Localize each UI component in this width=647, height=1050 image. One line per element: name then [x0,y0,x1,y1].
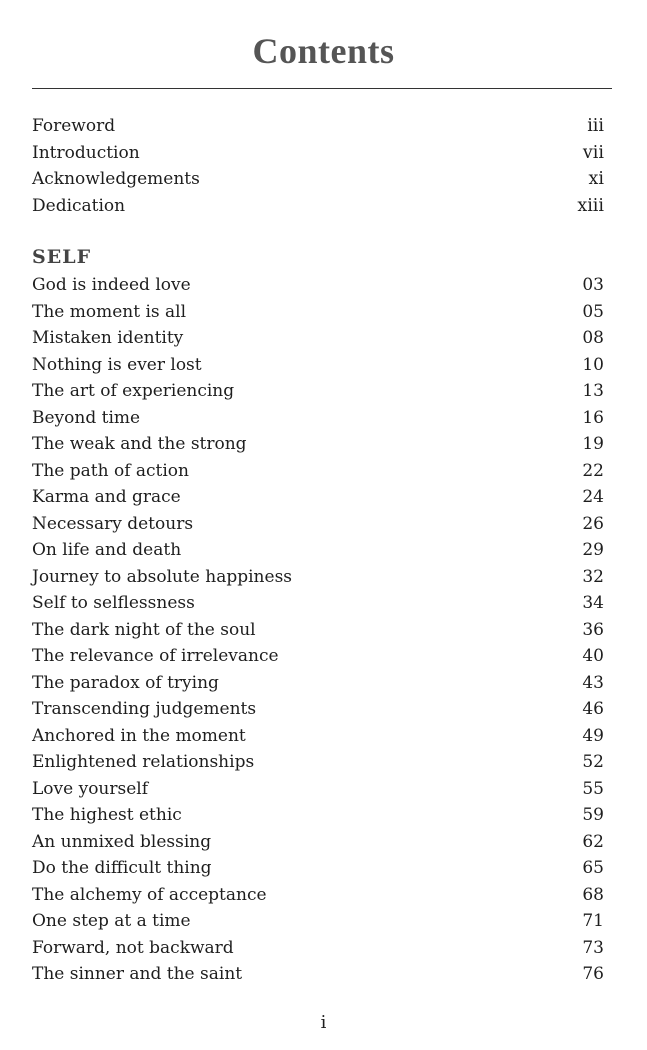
entry-page-number: 43 [582,672,604,693]
entry-title: The moment is all [32,301,187,322]
entry-title: One step at a time [32,911,191,931]
entry-title: Love yourself [32,778,149,799]
toc-entry [32,829,604,855]
section-heading: SELF [32,246,92,268]
entry-title: Karma and grace [32,487,181,507]
toc-entry [32,511,604,537]
entry-page-number: 68 [582,884,604,905]
toc-entry [32,802,604,828]
entry-page-number: 08 [582,328,604,348]
entry-title: Forward, not backward [32,937,234,958]
page-title: Contents [252,31,395,71]
entry-page-number: 13 [582,381,604,401]
toc-entry [32,564,604,590]
toc-entry [32,776,604,802]
entry-page-number: 36 [582,619,604,640]
toc-entry [32,272,604,298]
entry-title: Beyond time [32,407,141,428]
toc-entry [32,325,604,351]
entry-page-number: 73 [582,937,604,958]
toc-entry [32,352,604,378]
entry-title: The sinner and the saint [32,964,243,984]
entry-page-number: 65 [582,858,604,878]
entry-page-number: 19 [582,434,604,454]
entry-page-number: vii [582,142,604,163]
entry-page-number: 22 [582,460,604,481]
toc-entry [32,484,604,510]
entry-title: The art of experiencing [32,381,235,401]
entry-title: Necessary detours [32,513,194,534]
page-folio: i [320,1012,327,1033]
toc-entry [32,908,604,934]
entry-title: Enlightened relationships [32,752,255,772]
toc-entry [32,378,604,404]
entry-page-number: 46 [582,699,604,719]
entry-page-number: iii [587,116,604,136]
entry-title: Acknowledgements [32,169,200,189]
entry-page-number: 32 [582,566,604,587]
entry-page-number: 05 [582,301,604,322]
toc-entry [32,431,604,457]
entry-title: On life and death [32,540,182,560]
entry-page-number: 29 [582,540,604,560]
toc-entry [32,935,604,961]
entry-page-number: 26 [582,513,604,534]
entry-page-number: 03 [582,275,604,295]
entry-title: Foreword [32,116,116,136]
entry-title: Dedication [32,195,126,216]
toc-entry [32,405,604,431]
entry-page-number: 49 [582,725,604,746]
entry-title: Self to selflessness [32,593,195,613]
toc-entry [32,299,604,325]
toc-entry [32,961,604,987]
entry-title: The weak and the strong [32,434,247,454]
entry-page-number: 52 [582,752,604,772]
entry-page-number: 55 [582,778,604,799]
toc-entry [32,749,604,775]
entry-page-number: xiii [577,195,604,216]
entry-title: Do the difficult thing [32,858,212,878]
entry-title: God is indeed love [32,275,191,295]
entry-page-number: 16 [582,407,604,428]
entry-page-number: 59 [582,805,604,825]
entry-page-number: xi [588,169,604,189]
entry-title: The highest ethic [32,805,182,825]
toc-entry [32,166,604,192]
entry-page-number: 40 [582,646,604,666]
toc-entry [32,855,604,881]
entry-title: Transcending judgements [32,699,257,719]
toc-entry [32,140,604,166]
toc-entry [32,723,604,749]
entry-title: The relevance of irrelevance [32,646,279,666]
entry-title: Anchored in the moment [32,725,246,746]
entry-title: Journey to absolute happiness [32,566,293,587]
entry-title: Introduction [32,142,140,163]
entry-title: Nothing is ever lost [32,354,202,375]
entry-title: The dark night of the soul [32,619,256,640]
toc-entry [32,590,604,616]
entry-title: An unmixed blessing [32,831,212,852]
toc-entry [32,670,604,696]
toc-entry [32,193,604,219]
toc-entry [32,696,604,722]
toc-entry [32,617,604,643]
entry-page-number: 34 [582,593,604,613]
entry-title: The paradox of trying [32,672,219,693]
entry-page-number: 62 [582,831,604,852]
toc-entry [32,458,604,484]
entry-title: The path of action [32,460,189,481]
entry-page-number: 76 [582,964,604,984]
entry-title: The alchemy of acceptance [32,884,267,905]
toc-entry [32,643,604,669]
title-divider [32,88,612,89]
toc-entry [32,882,604,908]
entry-title: Mistaken identity [32,328,184,348]
entry-page-number: 24 [582,487,604,507]
entry-page-number: 10 [582,354,604,375]
toc-entry [32,537,604,563]
entry-page-number: 71 [582,911,604,931]
toc-entry [32,113,604,139]
